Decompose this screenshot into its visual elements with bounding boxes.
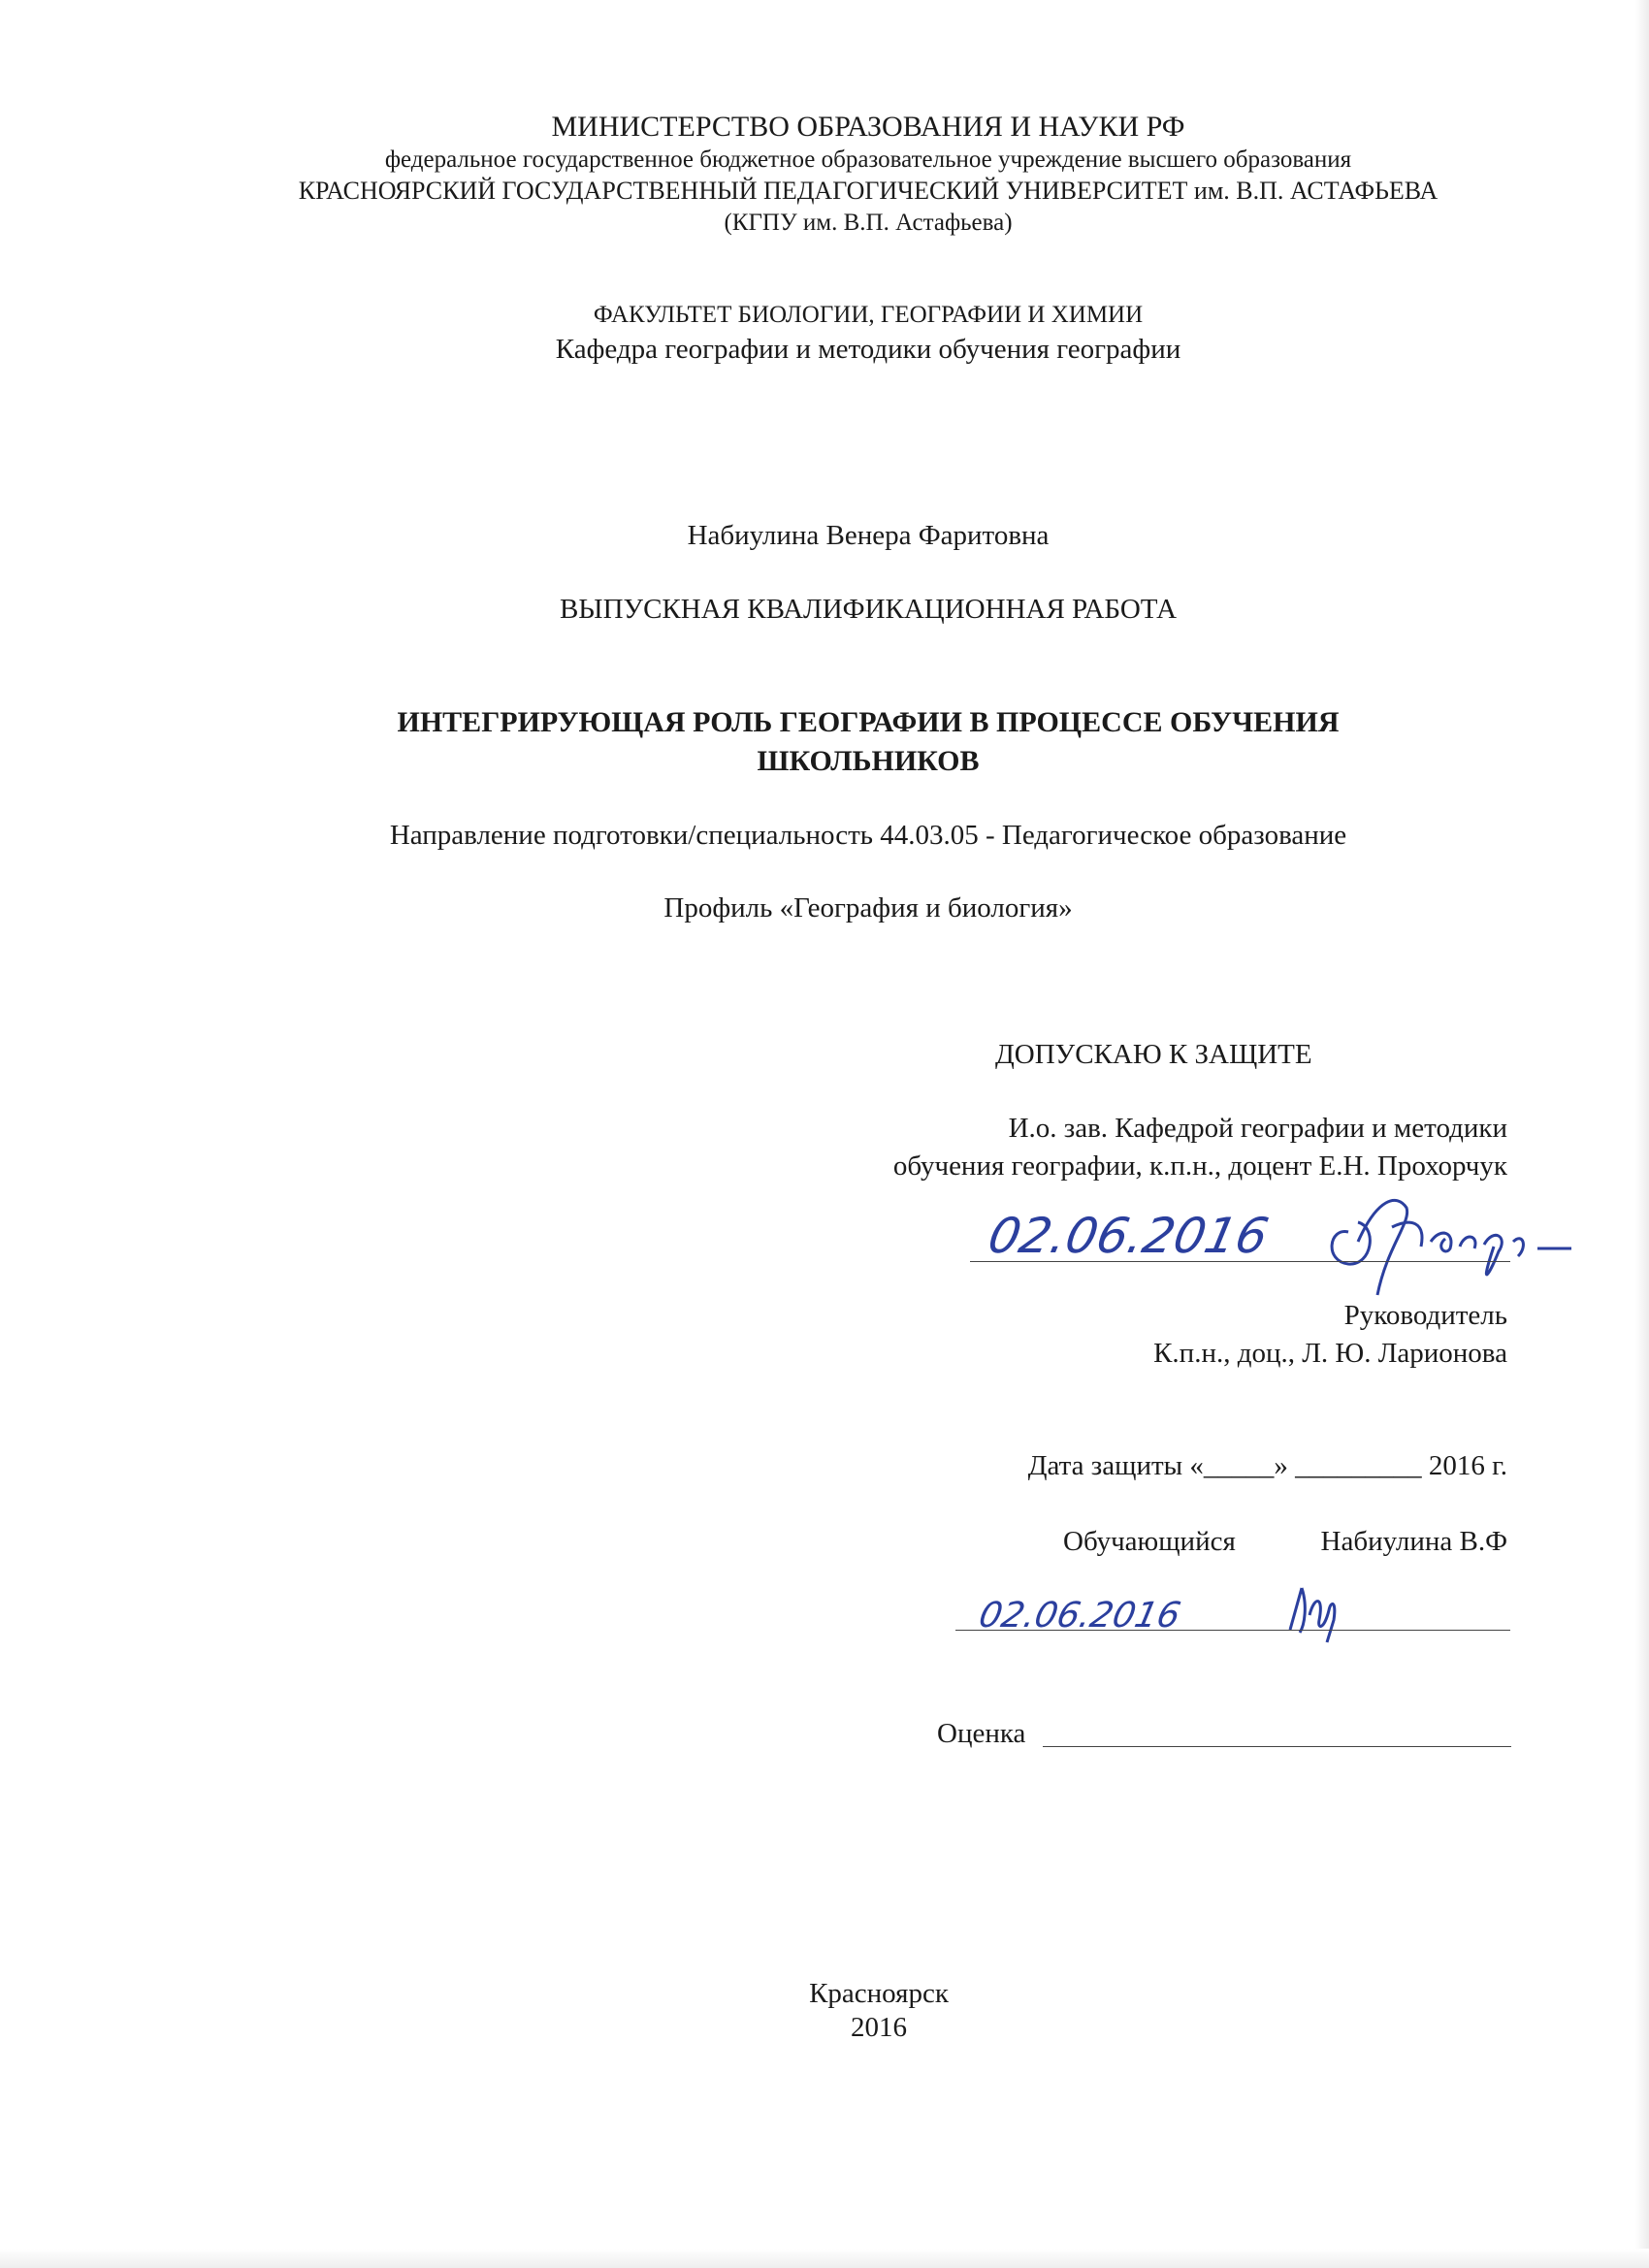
supervisor-label: Руководитель — [1343, 1300, 1507, 1331]
student-label: Обучающийся — [1063, 1526, 1236, 1557]
ministry: МИНИСТЕРСТВО ОБРАЗОВАНИЯ И НАУКИ РФ — [551, 111, 1185, 143]
defense-date: Дата защиты «_____» _________ 2016 г. — [1027, 1450, 1507, 1481]
department: Кафедра географии и методики обучения географии — [555, 334, 1181, 365]
university-abbreviation: (КГПУ им. В.П. Астафьева) — [724, 210, 1013, 236]
faculty: ФАКУЛЬТЕТ БИОЛОГИИ, ГЕОГРАФИИ И ХИМИИ — [593, 302, 1144, 328]
institution-type: федеральное государственное бюджетное образовательное учреждение высшего образования — [384, 146, 1352, 173]
direction: Направление подготовки/специальность 44.03.05 - Педагогическое образование — [389, 820, 1347, 851]
grade-line — [1043, 1746, 1511, 1747]
university: КРАСНОЯРСКИЙ ГОСУДАРСТВЕННЫЙ ПЕДАГОГИЧЕСКИЙ УНИВЕРСИТЕТ им. В.П. АСТАФЬЕВА — [298, 177, 1439, 205]
scan-bottom-edge — [0, 2249, 1649, 2268]
head-signature — [1319, 1188, 1591, 1305]
student-name: Набиулина В.Ф — [1320, 1526, 1507, 1557]
approval-heading: ДОПУСКАЮ К ЗАЩИТЕ — [995, 1039, 1312, 1070]
head-signature-date: 02.06.2016 — [983, 1208, 1274, 1264]
head-line1: И.о. зав. Кафедрой географии и методики — [1008, 1113, 1507, 1144]
grade-label: Оценка — [937, 1718, 1026, 1749]
year: 2016 — [851, 2012, 907, 2043]
student-signature — [1280, 1576, 1358, 1644]
supervisor-name: К.п.н., доц., Л. Ю. Ларионова — [1153, 1338, 1507, 1369]
author-name: Набиулина Венера Фаритовна — [687, 520, 1050, 551]
scan-edge — [1635, 0, 1649, 2268]
city: Красноярск — [809, 1978, 949, 2009]
student-signature-date: 02.06.2016 — [975, 1596, 1184, 1636]
head-signature-line — [970, 1261, 1510, 1262]
work-title-line1: ИНТЕГРИРУЮЩАЯ РОЛЬ ГЕОГРАФИИ В ПРОЦЕССЕ ОБУЧЕНИЯ — [397, 706, 1340, 738]
head-line2: обучения географии, к.п.н., доцент Е.Н. Прохорчук — [892, 1150, 1507, 1182]
student-signature-line — [955, 1630, 1510, 1631]
work-type: ВЫПУСКНАЯ КВАЛИФИКАЦИОННАЯ РАБОТА — [559, 594, 1178, 625]
profile: Профиль «География и биология» — [663, 892, 1073, 923]
work-title-line2: ШКОЛЬНИКОВ — [757, 745, 980, 777]
